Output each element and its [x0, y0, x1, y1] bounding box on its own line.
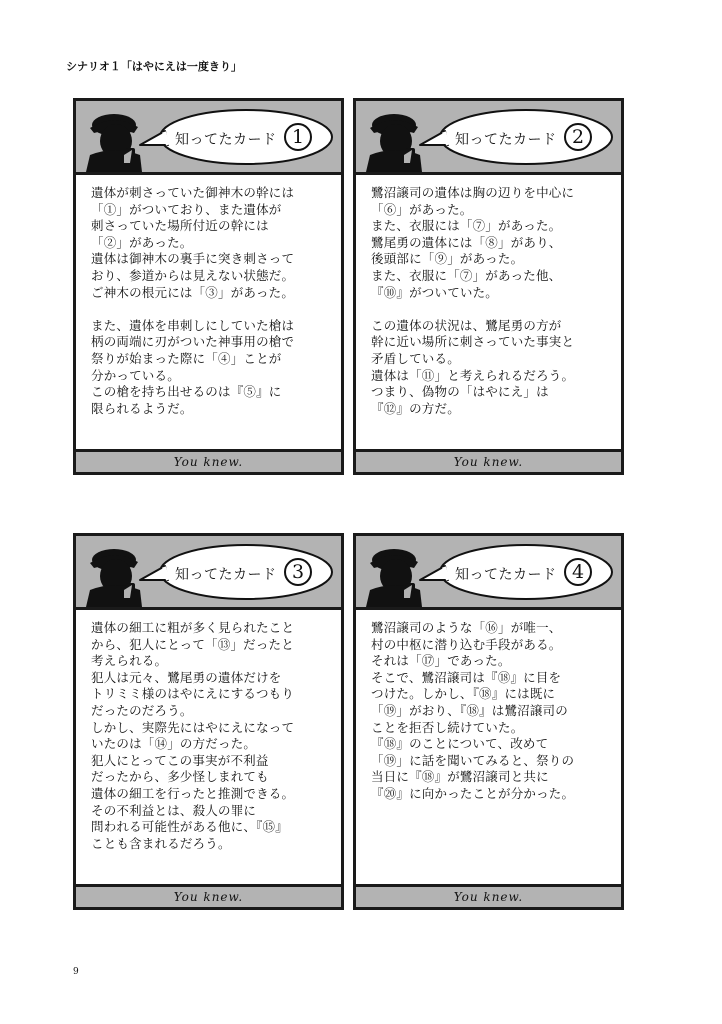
card-text-line: だったのだろう。	[91, 702, 193, 718]
card-text	[371, 185, 613, 417]
card-text-line: 遺体は「⑪」と考えられるだろう。	[371, 367, 575, 383]
detective-silhouette-icon	[86, 549, 142, 607]
card-text-line: 「①」がついており、また遺体が	[91, 201, 282, 217]
card-footer: You knew.	[356, 884, 621, 907]
card-title: 知ってたカード	[175, 132, 277, 148]
card-text-line: 柄の両端に刃がついた神事用の槍で	[91, 334, 295, 350]
detective-silhouette-icon	[366, 114, 422, 172]
card-number-badge: 4	[564, 558, 592, 586]
card-text-line: ご神木の根元には「③」があった。	[91, 284, 295, 300]
card-text-line: それは「⑰」であった。	[371, 653, 511, 669]
card-text-line: 刺さっていた場所付近の幹には	[91, 218, 269, 234]
card-text-line: ことを拒否し続けていた。	[371, 719, 524, 735]
card-text-line: 遺体が刺さっていた御神木の幹には	[91, 185, 295, 200]
card-text-line: 村の中枢に潜り込む手段がある。	[371, 636, 562, 652]
card-text-line: 「⑥」があった。	[371, 201, 473, 217]
card-text-line: 祭りが始まった際に「④」ことが	[91, 350, 282, 366]
card-footer: You knew.	[76, 884, 341, 907]
card-text-line: また、衣服には「⑦」があった。	[371, 218, 562, 234]
card-text-line: この槍を持ち出せるのは『⑤』に	[91, 384, 282, 400]
card-text-line: つまり、偽物の「はやにえ」は	[371, 384, 549, 400]
card-text-line: ことも含まれるだろう。	[91, 835, 231, 851]
card-text-line: 犯人にとってこの事実が不利益	[91, 752, 269, 768]
card-text-line: 限られるようだ。	[91, 400, 193, 416]
card-number-badge: 3	[284, 558, 312, 586]
card-text-line: その不利益とは、殺人の罪に	[91, 802, 257, 818]
card-text-line: 鷺尾勇の遺体には「⑧」があり、	[371, 234, 562, 250]
known-card-3	[73, 533, 344, 910]
known-card-4	[353, 533, 624, 910]
card-number-badge: 2	[564, 123, 592, 151]
card-header	[356, 536, 621, 610]
card-text-line: 「②」があった。	[91, 234, 193, 250]
card-text-line: 『⑳』に向かったことが分かった。	[371, 785, 575, 801]
card-text-line: 当日に『⑱』が鷺沼譲司と共に	[371, 769, 549, 785]
card-text-line: いたのは「⑭」の方だった。	[91, 736, 257, 752]
card-text-line: 分かっている。	[91, 367, 180, 383]
detective-silhouette-icon	[366, 549, 422, 607]
card-text-line: つけた。しかし、『⑱』には既に	[371, 686, 556, 702]
known-card-2	[353, 98, 624, 475]
card-header	[356, 101, 621, 175]
card-text-line: 「⑲」に話を聞いてみると、祭りの	[371, 752, 575, 768]
card-text-line: そこで、鷺沼譲司は『⑱』に目を	[371, 669, 562, 685]
card-text	[91, 620, 333, 852]
card-text-line: 遺体は御神木の裏手に突き刺さって	[91, 251, 295, 267]
card-text-line: 鷺沼譲司の遺体は胸の辺りを中心に	[371, 185, 575, 200]
card-text-line: また、遺体を串刺しにしていた槍は	[91, 317, 295, 333]
card-text-line: また、衣服に「⑦」があった他、	[371, 267, 562, 283]
card-text	[371, 620, 613, 803]
card-text-line: 遺体の細工を行ったと推測できる。	[91, 785, 295, 801]
card-text-line: 鷺沼譲司のような「⑯」が唯一、	[371, 620, 562, 635]
card-text-line: おり、参道からは見えない状態だ。	[91, 267, 295, 283]
card-text-line: だったから、多少怪しまれても	[91, 769, 269, 785]
card-header	[76, 536, 341, 610]
card-text-line: 『⑫』の方だ。	[371, 400, 460, 416]
card-text-line: 問われる可能性がある他に、『⑮』	[91, 819, 288, 835]
card-text-line: 矛盾している。	[371, 350, 460, 366]
card-text-line: しかし、実際先にはやにえになって	[91, 719, 295, 735]
page-number: 9	[73, 967, 79, 977]
card-text	[91, 185, 333, 417]
card-text-line: 『⑱』のことについて、改めて	[371, 736, 549, 752]
card-text-line: から、犯人にとって「⑬」だったと	[91, 636, 294, 652]
card-text-line: 後頭部に「⑨」があった。	[371, 251, 524, 267]
card-title: 知ってたカード	[455, 567, 557, 583]
card-text-line: 「⑲」がおり、『⑱』は鷺沼譲司の	[371, 702, 568, 718]
known-card-1	[73, 98, 344, 475]
page-header: シナリオ１「はやにえは一度きり」	[66, 60, 242, 73]
card-text-line: 考えられる。	[91, 653, 168, 669]
detective-silhouette-icon	[86, 114, 142, 172]
card-text-line: 遺体の細工に粗が多く見られたこと	[91, 620, 295, 635]
card-number-badge: 1	[284, 123, 312, 151]
card-title: 知ってたカード	[455, 132, 557, 148]
card-title: 知ってたカード	[175, 567, 277, 583]
card-text-line: トリミミ様のはやにえにするつもり	[91, 686, 295, 702]
card-footer: You knew.	[76, 449, 341, 472]
card-text-line	[371, 301, 613, 318]
card-text-line: この遺体の状況は、鷺尾勇の方が	[371, 317, 562, 333]
card-footer: You knew.	[356, 449, 621, 472]
card-text-line	[91, 301, 333, 318]
card-text-line: 『⑩』がついていた。	[371, 284, 499, 300]
card-text-line: 幹に近い場所に刺さっていた事実と	[371, 334, 575, 350]
card-header	[76, 101, 341, 175]
card-text-line: 犯人は元々、鷺尾勇の遺体だけを	[91, 669, 282, 685]
